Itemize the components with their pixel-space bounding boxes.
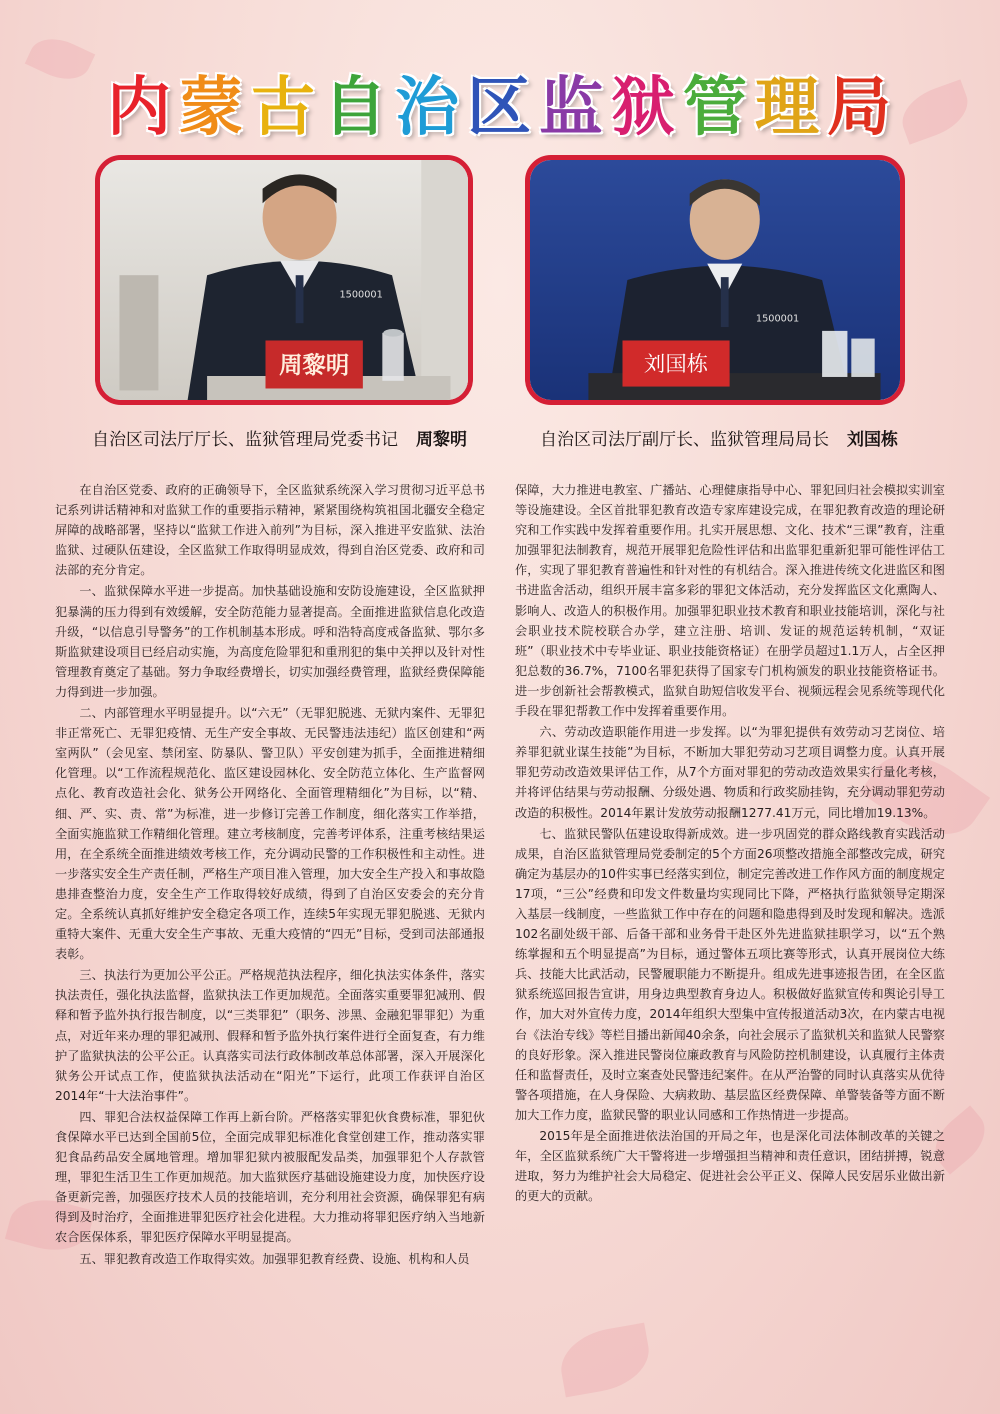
title-char: 自	[323, 71, 389, 145]
title-char: 监	[539, 71, 605, 145]
paragraph: 三、执法行为更加公平公正。严格规范执法程序，细化执法实体条件，落实执法责任，强化执法监督，监狱执法工作更加规范。全面落实重要罪犯减刑、假释和暂予监外执行报告制度，以“三类罪犯”（职务、涉黑、金融犯罪罪犯）为重点，对近年来办理的罪犯减刑、假释和暂予监外执行案件进行全面复查，有力维护了监狱执法的公平公正。认真落实司法行政体制改革总体部署，深入开展深化狱务公开试点工作，使监狱执法活动在“阳光”下运行，此项工作获评自治区2014年“十大法治事件”。	[55, 968, 485, 1103]
caption-right	[540, 425, 898, 455]
caption-left	[92, 425, 467, 455]
caption-title: 自治区司法厅厅长、监狱管理局党委书记	[92, 430, 398, 450]
paragraph: 在自治区党委、政府的正确领导下，全区监狱系统深入学习贯彻习近平总书记系列讲话精神和对监狱工作的重要指示精神，紧紧围绕构筑祖国北疆安全稳定屏障的战略部署，坚持以“监狱工作进入前列”为目标，深入推进平安监狱、法治监狱、过硬队伍建设，全区监狱工作取得明显成效，得到自治区党委、政府和司法部的充分肯定。	[55, 483, 485, 578]
badge-number: 1500001	[755, 313, 800, 325]
paragraph: 二、内部管理水平明显提升。以“六无”（无罪犯脱逃、无狱内案件、无罪犯非正常死亡、无罪犯疫情、无生产安全事故、无民警违法违纪）监区创建和“两室两队”（会见室、禁闭室、防暴队、警卫队）平安创建为抓手，全面推进精细化管理。以“工作流程规范化、监区建设园林化、安全防范立体化、生产监督网点化、教育改造社会化、狱务公开网络化、全面管理精细化”为目标，以“精、细、严、实、责、常”为标准，进一步修订完善工作制度，细化落实工作举措，全面实施监狱工作精细化管理。建立考核制度，完善考评体系，注重考核结果运用，在全系统全面推进绩效考核工作，充分调动民警的工作积极性和主动性。进一步落实安全生产责任制，严格生产项目准入管理，加大安全生产投入和事故隐患排查整治力度，安全生产工作取得较好成绩，得到了自治区安委会的充分肯定。全系统认真抓好维护安全稳定各项工作，连续5年实现无罪犯脱逃、无狱内重特大案件、无重大安全生产事故、无重大疫情的“四无”目标，受到司法部通报表彰。	[55, 706, 485, 962]
paragraph: 五、罪犯教育改造工作取得实效。加强罪犯教育经费、设施、机构和人员	[79, 1251, 470, 1266]
paragraph: 六、劳动改造职能作用进一步发挥。以“为罪犯提供有效劳动习艺岗位、培养罪犯就业谋生技能”为目标，不断加大罪犯劳动习艺项目调整力度。认真开展罪犯劳动改造效果评估工作，从7个方面对罪犯的劳动改造效果实行量化考核，并将评估结果与劳动报酬、分级处遇、物质和行政奖励挂钩，充分调动罪犯劳动改造的积极性。2014年累计发放劳动报酬1277.41万元，同比增加19.13%。	[515, 725, 945, 820]
title-char: 区	[467, 71, 533, 145]
paragraph: 2015年是全面推进依法治国的开局之年，也是深化司法体制改革的关键之年，全区监狱系统广大干警将进一步增强担当精神和责任意识，团结拼搏，锐意进取，努力为维护社会大局稳定、促进社会公平正义、保障人民安居乐业做出新的更大的贡献。	[515, 1129, 945, 1204]
portrait-photo-zhou	[95, 155, 473, 405]
page-title	[0, 62, 1000, 145]
title-char: 管	[683, 71, 749, 145]
portrait-photo-liu	[525, 155, 905, 405]
title-char: 治	[395, 71, 461, 145]
title-char: 古	[251, 71, 317, 145]
paragraph: 保障，大力推进电教室、广播站、心理健康指导中心、罪犯回归社会模拟实训室等设施建设。全区首批罪犯教育改造专家库建设完成，在罪犯教育改造的理论研究和工作实践中发挥着重要作用。扎实开展思想、文化、技术“三课”教育，注重加强罪犯法制教育，规范开展罪犯危险性评估和出监罪犯重新犯罪可能性评估工作，实现了罪犯教育普遍性和针对性的有机结合。深入推进传统文化进监区和图书进监舍活动，组织开展丰富多彩的罪犯文体活动，充分发挥监区文化熏陶人、影响人、改造人的积极作用。加强罪犯职业技术教育和职业技能培训，深化与社会职业技术院校联合办学，建立注册、培训、发证的规范运转机制，“双证班”（职业技术中专毕业证、职业技能资格证）在册学员超过1.1万人，占全区押犯总数的36.7%，7100名罪犯获得了国家专门机构颁发的职业技能资格证书。进一步创新社会帮教模式，监狱自助短信收发平台、视频远程会见系统等现代化手段在罪犯帮教工作中发挥着重要作用。	[515, 483, 945, 719]
badge-number: 1500001	[339, 289, 383, 301]
nameplate-text: 刘国栋	[643, 352, 709, 378]
paragraph: 一、监狱保障水平进一步提高。加快基础设施和安防设施建设，全区监狱押犯暴满的压力得到有效缓解，安全防范能力显著提高。全面推进监狱信息化改造升级，“以信息引导警务”的工作机制基本形成。呼和浩特高度戒备监狱、鄂尔多斯监狱建设项目已经启动实施，为高度危险罪犯和重刑犯的集中关押以及针对性管理教育奠定了基础。努力争取经费增长，切实加强经费管理，监狱经费保障能力得到进一步加强。	[55, 584, 485, 699]
title-char: 内	[107, 71, 173, 145]
caption-name: 刘国栋	[847, 430, 898, 450]
title-char: 理	[755, 71, 821, 145]
title-char: 狱	[611, 71, 677, 145]
article-column-left	[55, 480, 485, 1370]
nameplate-text: 周黎明	[279, 352, 350, 380]
article-column-right	[515, 480, 945, 1370]
paragraph: 七、监狱民警队伍建设取得新成效。进一步巩固党的群众路线教育实践活动成果，自治区监狱管理局党委制定的5个方面26项整改措施全部整改完成，研究确定为基层办的10件实事已经落实到位，制定完善改进工作作风方面的制度规定17项，“三公”经费和印发文件数量均实现同比下降，严格执行监狱领导定期深入基层一线制度，一些监狱工作中存在的问题和隐患得到及时发现和解决。选派102名副处级干部、后备干部和业务骨干赴区外先进监狱挂职学习，以“五个熟练掌握和五个明显提高”为目标，通过警体五项比赛等形式，认真开展岗位大练兵、技能大比武活动，民警履职能力不断提升。组成先进事迹报告团，在全区监狱系统巡回报告宣讲，用身边典型教育身边人。积极做好监狱宣传和舆论引导工作，加大对外宣传力度，2014年组织大型集中宣传报道活动3次，在内蒙古电视台《法治专线》等栏目播出新闻40余条，向社会展示了监狱机关和监狱人民警察的良好形象。深入推进民警岗位廉政教育与风险防控机制建设，认真履行主体责任和监督责任，及时立案查处民警违纪案件。在从严治警的同时认真落实从优待警各项措施，在人身保险、大病救助、基层监区经费保障、单警装备等方面不断加大工作力度，监狱民警的职业认同感和工作热情进一步提高。	[515, 826, 945, 1122]
caption-title: 自治区司法厅副厅长、监狱管理局局长	[540, 430, 829, 450]
title-char: 蒙	[179, 71, 245, 145]
paragraph: 四、罪犯合法权益保障工作再上新台阶。严格落实罪犯伙食费标准，罪犯伙食保障水平已达到全国前5位，全面完成罪犯标准化食堂创建工作，推动落实罪犯食品药品安全属地管理。增加罪犯狱内被服配发品类，加强罪犯个人存款管理，罪犯生活卫生工作更加规范。加大监狱医疗基础设施建设力度，加快医疗设备更新完善，加强医疗技术人员的技能培训，充分利用社会资源，确保罪犯有病得到及时治疗，全面推进罪犯医疗社会化进程。大力推动将罪犯医疗纳入当地新农合医保体系，罪犯医疗保障水平明显提高。	[55, 1109, 485, 1245]
title-char: 局	[827, 71, 893, 145]
caption-name: 周黎明	[416, 430, 467, 450]
